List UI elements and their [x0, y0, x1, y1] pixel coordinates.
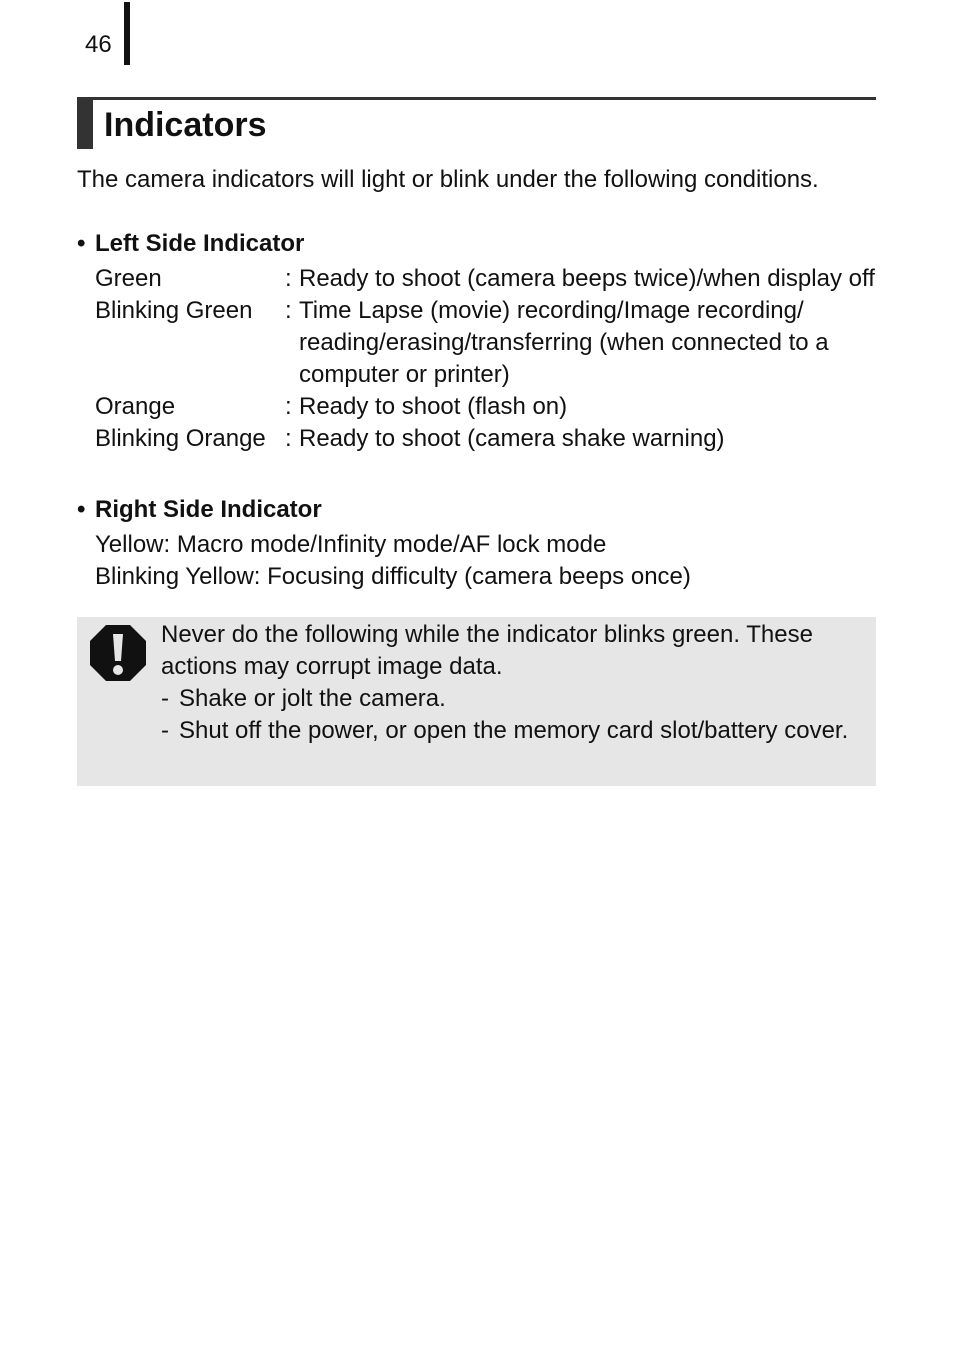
indicator-row: [95, 295, 885, 391]
right-indicator-heading: [77, 494, 322, 526]
indicator-row: [95, 423, 885, 455]
indicator-description: Ready to shoot (flash on): [299, 393, 568, 420]
indicator-state: Green: [95, 265, 162, 292]
bullet-icon: •: [77, 230, 86, 257]
caution-icon: [90, 625, 146, 681]
right-indicator-line: Blinking Yellow: Focusing difficulty (camera beeps once): [95, 563, 691, 590]
indicator-row: [95, 391, 885, 423]
caution-list-item: [161, 715, 866, 747]
caution-item-text: Shake or jolt the camera.: [179, 685, 446, 712]
colon-separator: :: [285, 425, 292, 452]
right-indicator-line: Yellow: Macro mode/Infinity mode/AF lock mode: [95, 531, 607, 558]
colon-separator: :: [285, 297, 292, 324]
intro-paragraph: The camera indicators will light or blink under the following conditions.: [77, 166, 819, 193]
left-indicator-heading: [77, 228, 304, 260]
indicator-row: [95, 263, 885, 295]
section-heading: [77, 97, 876, 149]
page-number: 46: [85, 31, 112, 58]
page-number-bar: [124, 2, 130, 65]
dash-marker: -: [161, 685, 169, 712]
colon-separator: :: [285, 265, 292, 292]
left-indicator-title: Left Side Indicator: [95, 230, 305, 257]
left-indicator-list: [95, 263, 885, 455]
indicator-state: Blinking Orange: [95, 425, 266, 452]
indicator-state: Blinking Green: [95, 297, 253, 324]
right-indicator-title: Right Side Indicator: [95, 496, 322, 523]
dash-marker: -: [161, 717, 169, 744]
caution-text-block: [161, 619, 866, 747]
caution-message: Never do the following while the indicator blinks green. These actions may corrupt image data.: [161, 621, 813, 680]
page-title: Indicators: [104, 106, 267, 144]
bullet-icon: •: [77, 496, 86, 523]
indicator-description: Time Lapse (movie) recording/Image recording/ reading/erasing/transferring (when connected to a computer or printer): [299, 297, 829, 388]
caution-item-text: Shut off the power, or open the memory card slot/battery cover.: [179, 717, 849, 744]
indicator-description: Ready to shoot (camera shake warning): [299, 425, 725, 452]
heading-accent-bar: [77, 100, 93, 149]
indicator-description: Ready to shoot (camera beeps twice)/when display off: [299, 265, 875, 292]
caution-note: [77, 617, 876, 786]
colon-separator: :: [285, 393, 292, 420]
caution-list-item: [161, 683, 866, 715]
indicator-state: Orange: [95, 393, 176, 420]
